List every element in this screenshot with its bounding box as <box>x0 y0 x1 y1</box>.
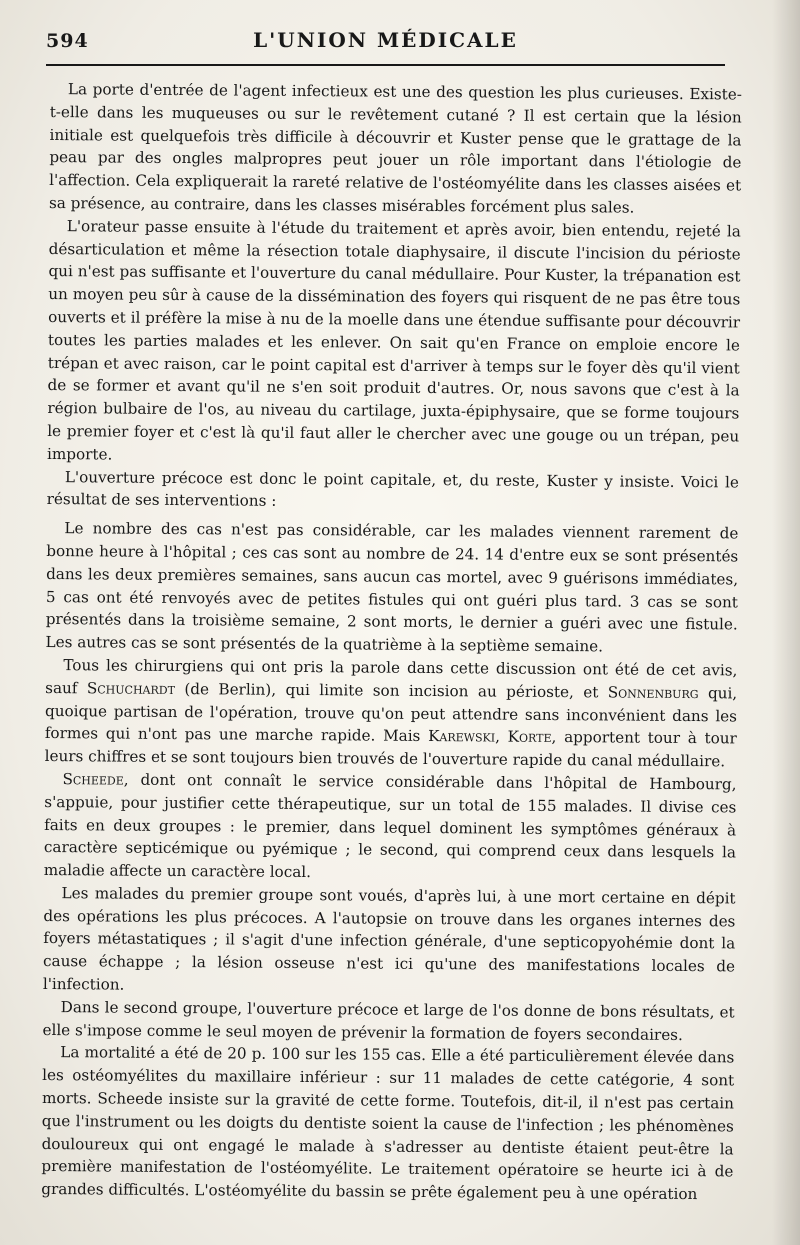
paragraph: Le nombre des cas n'est pas considérable, car les malades viennent rarement de bonne heure à l'hôpital ; ces cas sont au nombre de 24. 14 d'entre eux se sont présentés dans les deux premières semaines, sans aucun cas mortel, avec 9 guérisons immédiates, 5 cas ont été renvoyés avec de petites fistules qui ont guéri plus tard. 3 cas se sont présentés dans la troisième semaine, 2 sont morts, le dernier a guéri avec une fistule. Les autres cas se sont présentés de la quatrième à la septième semaine. <box>45 519 739 656</box>
paragraph: Les malades du premier groupe sont voués, d'après lui, à une mort certaine en dépit des opérations les plus précoces. A l'autopsie on trouve dans les organes internes des foyers métastatiques ; il s'agit d'une infection générale, d'une septicopyohémie dont la cause échappe ; la lésion osseuse n'est ici qu'une des manifestations locales de l'infection. <box>42 884 736 994</box>
author-name: Schuchardt <box>86 679 176 698</box>
author-name: Korte <box>507 727 552 747</box>
page-header <box>46 26 725 54</box>
author-name: Sonnenburg <box>607 683 699 702</box>
paragraph <box>45 654 738 773</box>
page-number: 594 <box>46 30 89 52</box>
header-rule <box>46 64 725 66</box>
text-run: , dont ont connaît le service considérable dans l'hôpital de Hambourg, s'appuie, pour justifier cette thérapeutique, sur un total de 155 malades. Il divise ces faits en deux groupes : le premier, dans lequel dominent les symptômes généraux à caractère septicémique ou pyémique ; le second, qui comprend ceux dans lesquels la maladie affecte un caractère local. <box>43 770 737 882</box>
text-run: , <box>495 727 508 746</box>
running-title: L'UNION MÉDICALE <box>253 28 518 52</box>
paragraph: L'ouverture précoce est donc le point capitale, et, du reste, Kuster y insiste. Voici le résultat de ses interventions : <box>46 467 739 511</box>
paragraph: La porte d'entrée de l'agent infectieux est une des question les plus curieuses. Existe-t-elle dans les muqueuses ou sur le revêtement cutané ? Il est certain que la lésion initiale est quelquefois très difficile à découvrir et Kuster pense que le grattage de la peau par des ongles malpropres peut jouer un rôle important dans l'étiologie de l'affection. Cela expliquerait la rareté relative de l'ostéomyélite dans les classes aisées et sa présence, au contraire, dans les classes misérables forcément plus sales. <box>48 80 742 217</box>
author-name: Scheede <box>62 770 124 789</box>
paragraph: L'orateur passe ensuite à l'étude du traitement et après avoir, bien entendu, rejeté la désarticulation et même la résection totale diaphysaire, il discute l'incision du périoste qui n'est pas suffisante et l'ouverture du canal médullaire. Pour Kuster, la trépanation est un moyen peu sûr à cause de la dissémination des foyers qui risquent de ne pas être tous ouverts et il préfère la mise à nu de la moelle dans une étendue suffisante pour découvrir toutes les parties malades et les enlever. On sait qu'en France on emploie encore le trépan et avec raison, car le point capital est d'arriver à temps sur le foyer dès qu'il vient de se former et avant qu'il ne s'en soit produit d'autres. Or, nous savons que c'est à la région bulbaire de l'os, au niveau du cartilage, juxta-épiphysaire, que se forme toujours le premier foyer et c'est là qu'il faut aller le chercher avec une gouge ou un trépan, peu importe. <box>46 216 741 464</box>
text-run: qui, quoique partisan de l'opération, trouve qu'on peut attendre sans inconvénient dans les formes qui n'ont pas une marche rapide. Mais <box>44 683 738 746</box>
text-run: Tous les chirurgiens qui ont pris la parole dans cette discussion ont été de cet avis, sauf <box>45 656 738 698</box>
text-run: (de Berlin), qui limite son incision au périoste, et <box>174 679 608 702</box>
author-name: Karewski <box>428 727 496 746</box>
paragraph: Dans le second groupe, l'ouverture précoce et large de l'os donne de bons résultats, et elle s'impose comme le seul moyen de prévenir la formation de foyers secondaires. <box>42 997 735 1044</box>
body-text <box>41 78 742 1206</box>
paragraph: La mortalité a été de 20 p. 100 sur les 155 cas. Elle a été particulièrement élevée dans les ostéomyélites du maxillaire inférieur : sur 11 malades de cette catégorie, 4 sont morts. Scheede insiste sur la gravité de cette forme. Toutefois, dit-il, il n'est pas certain que l'instrument ou les doigts du dentiste soient la cause de l'infection ; les phénomènes douloureux qui ont engagé le malade à s'adresser au dentiste étaient peut-être la première manifestation de l'ostéomyélite. Le traitement opératoire se heurte ici à de grandes difficultés. L'ostéomyélite du bassin se prête également peu à une opération <box>41 1043 735 1204</box>
paragraph <box>44 768 737 887</box>
text-run: , apportent tour à tour leurs chiffres et se sont toujours bien trouvés de l'ouverture rapide du canal médullaire. <box>44 728 737 771</box>
